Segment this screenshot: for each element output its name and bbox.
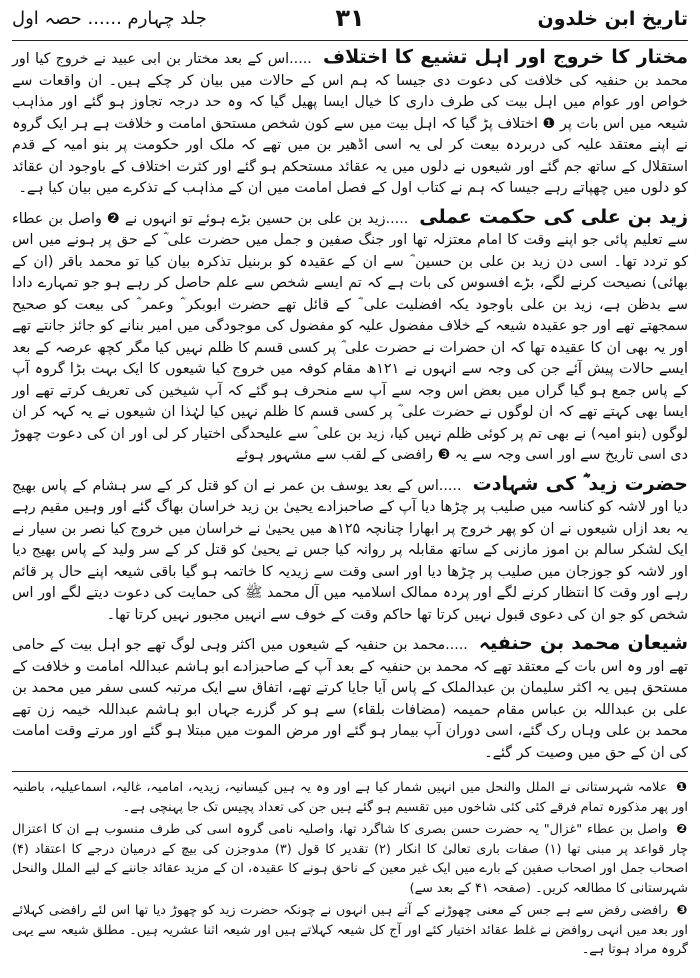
footnotes [12,778,688,960]
footnote-marker: ❷ [676,822,688,837]
footnote-text: واصل بن عطاء "غزال" یہ حضرت حسن بصری کا شاگرد تھا، واصلیہ نامی گروہ اسی کی طرف منسوب ہے ان کا اعتزال چار قواعد پر مبنی تھا (۱) صفات باری تعالیٰ کا انکار (۲) تقدیر کا قول (۳) مدوجزن کی بیچ کے درمیان درجے کا اعتقاد (۴) اصحاب جمل اور اصحاب صفین کے بارے میں ایک غیر معین کے ناحق ہونے کا عقیدہ، ان کے مزید عقائد جاننے کے لیے الملل والنحل شہرستانی کا مطالعہ کریں۔ (صفحہ ۴۱ کے بعد سے) [12,822,689,896]
footnote-marker: ❸ [676,903,688,918]
section-zaid-strategy [12,207,688,467]
volume-label: جلد چہارم ...... حصہ اول [12,8,207,29]
section-text: .....اس کے بعد یوسف بن عمر نے ان کو قتل کر کے سر ہشام کے پاس بھیج دیا اور لاشہ کو کناسہ میں صلیب پر چڑھا دیا آپ کے صاحبزادے یحییٰ بن زید خراسان بھاگ گئے اور وہیں مقیم رہے یہ بعد ازاں شیعوں نے ان کو پھر خروج پر ابھارا چنانچہ ۱۲۵ھ میں یحییٰ نے خراسان میں خروج کیا نصر بن سیار نے ایک لشکر سالم بن اموز مازنی کے ساتھ مقابلہ پر روانہ کیا جس نے یحییٰ کو قتل کر کے سر ولید کے پاس بھیج دیا اور لاشہ کو جوزجان میں صلیب پر چڑھا دیا اور اسی وقت سے زیدیہ کا خاتمہ ہو گیا باقی شیعہ اپنے حال پر قائم رہے اور وقت کا انتظار کرنے لگے اور پردہ ممالک اسلامیہ میں آل محمد ﷺ کی حمایت کی دعوت دیتے لگے اور اس شخص کو جو ان کی دعوی قبول نہیں کرتا تھا حاکم وقت کے خوف سے انہیں مجبور نہیں کرتا تھا۔ [12,477,689,623]
page-header [12,4,688,41]
footnote-text: رافضی رفض سے ہے جس کے معنی چھوڑنے کے آتے ہیں انہوں نے چونکہ حضرت زید کو چھوڑ دیا تھا اس لئے رافضی کہلائے اور بعد میں انہی روافض نے غلط عقائد اختیار کئے اور آج کل شیعہ کہلاتے ہیں اور شیعہ اثنا عشریہ ہیں۔ مطلق شیعہ سے یہی گروہ مراد ہوتا ہے۔ [12,903,688,957]
section-heading: زید بن علی کی حکمت عملی [419,205,689,228]
footnote [12,820,688,898]
section-heading: حضرت زید ؓ کی شہادت [472,472,689,495]
section-heading: مختار کا خروج اور اہل تشیع کا اختلاف [323,46,689,68]
section-text: .....محمد بن حنفیہ کے شیعوں میں اکثر وہی لوگ تھے جو اہل بیت کے حامی تھے اور وہ اس بات کے معتقد تھے کہ محمد بن حنفیہ کے بعد آپ کے صاحبزادے ابو ہاشم عبداللہ امامت و خلافت کے مستحق ہیں یہ اکثر سلیمان بن عبدالملک کے پاس آیا جایا کرتے تھے، اتفاق سے ایک مرتبہ کسی سفر میں محمد بن علی بن عبداللہ بن عباس مقام حمیمہ (مضافات بلقاء) سے ہو کر گزرے جہاں ابو ہاشم عبداللہ خیمہ زن تھے محمد بن علی وہاں رک گئے، اسی دوران آپ بیمار ہو گئے اور مرض الموت میں مبتلا ہو گئے اور مرتے وقت امامت کی ان کے حق میں وصیت کر گئے۔ [12,637,688,761]
footnote [12,778,688,817]
section-shia-ibn-hanafiyya [12,633,688,764]
section-zaid-martyrdom [12,474,688,627]
section-heading: شیعان محمد بن حنفیہ [478,632,689,654]
footnote-text: علامہ شہرستانی نے الملل والنحل میں انہیں شمار کیا ہے اور وہ یہ ہیں کیسانیہ، زیدیہ، امامیہ، غالیہ، اسماعیلیہ، باطنیہ اور پھر مذکورہ تمام فرقے کئی کئی شاخوں میں تقسیم ہو گئے ہیں جن کی تعداد پچیس تک جا پہنچی ہے۔ [12,780,688,815]
book-title: تاریخ ابن خلدون [537,8,688,30]
section-text: .....اس کے بعد مختار بن ابی عبید نے خروج کیا اور محمد بن حنفیہ کی خلافت کی دعوت دی جیسا کہ ہم اس کے حالات میں بیان کر چکے ہیں۔ ان واقعات سے خواص اور عوام میں اہل بیت کی طرف داری کا خیال ایسا پھیل گیا کہ وہ حد درجہ تجاوز ہو گئے اور مذاہب شیعہ میں اس بات پر ❶ اختلاف پڑ گیا کہ اہل بیت میں سے کون شخص مستحق امامت و خلافت ہے ہر ایک گروہ نے اپنے معتقد علیہ کی دربردہ بیعت کر لی یہ اسی اڈھیر بن میں تھے کہ ملک اور حکومت پر بنو امیہ کے قدم استقلال کے ساتھ جم گئے اور شیعوں نے دلوں میں یہ عقائد مستحکم ہو گئے اور کثرت اختلاف کے باوجود ان عقائد کو دلوں میں چھپاتے رہے جیسا کہ ہم نے کتاب اول کے فصل امامت میں ان کے مذاہب کے تذکرے میں بیان کیا ہے۔ [12,51,688,196]
page-number: ۳۱ [335,4,365,32]
main-text [12,47,688,764]
footnote [12,901,688,960]
section-mukhtar [12,47,688,200]
section-text: .....زید بن علی بن حسین بڑے ہوئے تو انہوں نے ❷ واصل بن عطاء سے تعلیم پائی جو اپنے وقت کا امام معتزلہ تھا اور جنگ صفین و جمل میں حضرت علی ؓ کے حق پر ہونے میں اس کو تردد تھا۔ اسی دن زید بن علی بن حسین ؓ سے ان کے عقیدہ کو بربنیل تذکرہ بیان کیا تو محمد باقر (ان کے بھائی) نصیحت کرنے لگے، بڑے افسوس کی بات ہے کہ تم ایسے شخص سے علم حاصل کر رہے ہو جو تمہارے دادا سے بدظن ہے، زید بن علی باوجود یکہ افضلیت علی ؓ کے قائل تھے حضرت ابوبکر ؓ وعمر ؓ کی بیعت کو صحیح سمجھتے تھے اور جو عقیدہ شیعہ کے خلاف مفضول علیہ کو مفضول کی موجودگی میں امیر بنانے کو جائز جانتے تھے اور یہ بھی ان کا عقیدہ تھا کہ ان حضرات نے حضرت علی ؓ پر کسی قسم کا ظلم نہیں کیا مگر کچھ عرصہ کے بعد ایسے حالات پیش آئے جن کی وجہ سے انہوں نے ۱۲۱ھ مقام کوفہ میں خروج کیا شیعوں کا ایک بہت بڑا گروہ آپ کے پاس جمع ہو گیا گراں میں بعض اس وجہ سے آپ سے منحرف ہو گئے کہ آپ شیخین کی تعریف کرتے تھے اور ایسا بھی کہتے تھے کہ ان لوگوں نے حضرت علی ؓ پر کسی قسم کا ظلم نہیں کیا لہٰذا ان شیعوں نے یہ کہہ کر ان لوگوں (بنو امیہ) نے بھی تم پر کوئی ظلم نہیں کیا، زید بن علی ؓ سے علیحدگی اختیار کر لی اور ان کی دعوت چھوڑ دی اسی تاریخ سے اور اسی وجہ سے یہ ❸ رافضی کے لقب سے مشہور ہوئے [12,210,688,463]
footnote-marker: ❶ [676,780,688,795]
footnote-divider [12,771,688,772]
